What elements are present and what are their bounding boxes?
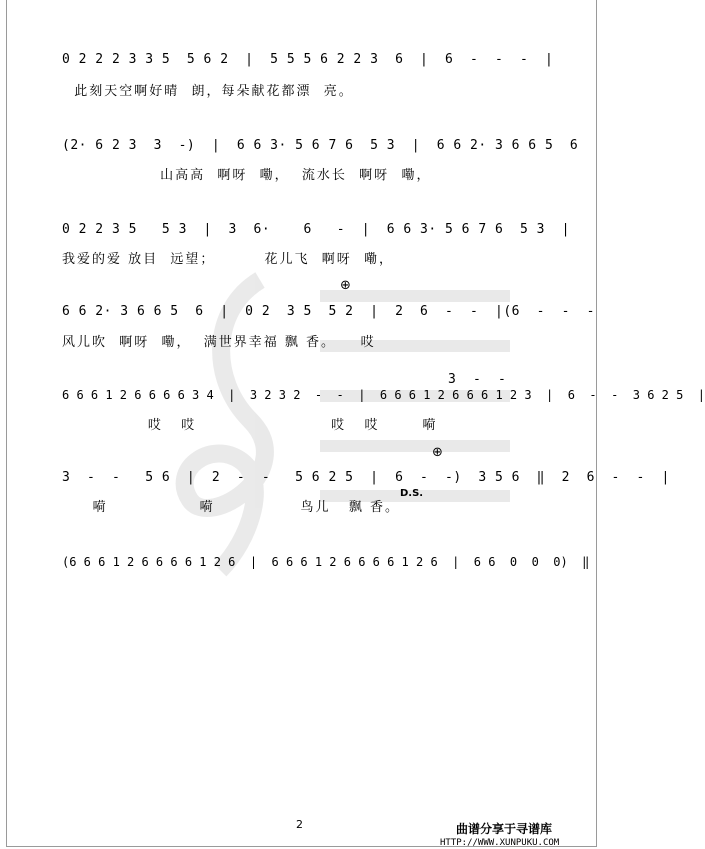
score-row-4-lyrics: 风儿吹 啊呀 嘞， 满世界幸福 飘 香。 哎 (62, 335, 376, 350)
score-row-5-notes: 6 6 6 1 2 6 6 6 6 3 4 | 3 2 3 2 - - | 6 6 6 1 2 6 6 6 1 2 3 | 6 - - 3 6 2 5 | (62, 388, 705, 402)
score-row-2-notes: (2· 6 2 3 3 -) | 6 6 3· 5 6 7 6 5 3 | 6 6 2· 3 6 6 5 6 (62, 138, 579, 153)
site-name: 曲谱分享于寻谱库 (456, 822, 553, 836)
score-row-3-notes: 0 2 2 3 5 5 3 | 3 6· 6 - | 6 6 3· 5 6 7 6 5 3 | (62, 222, 570, 237)
score-row-3-lyrics: 我爱的爱 放目 远望； 花儿飞 啊呀 嘞， (62, 252, 394, 267)
score-row-5-lyrics: 哎 哎 哎 哎 嗬 (62, 418, 438, 433)
coda-sign-2: ⊕ (432, 445, 443, 460)
ds-label: D.S. (400, 488, 424, 499)
coda-sign: ⊕ (340, 278, 351, 293)
site-url: HTTP://WWW.XUNPUKU.COM (440, 838, 560, 848)
score-row-6-lyrics: 嗬 嗬 鸟儿 飘 香。 (62, 500, 401, 515)
score-row-6-notes: 3 - - 5 6 | 2 - - 5 6 2 5 | 6 - -) 3 5 6 ‖ 2 6 - - | (62, 470, 670, 485)
score-row-5-extra: 3 - - (448, 372, 507, 387)
score-row-1-notes: 0 2 2 2 3 3 5 5 6 2 | 5 5 5 6 2 2 3 6 | 6 - - - | (62, 52, 554, 67)
score-row-4-notes: 6 6 2· 3 6 6 5 6 | 0 2 3 5 5 2 | 2 6 - - |(6 - - - (62, 304, 595, 319)
score-row-7-notes: (6 6 6 1 2 6 6 6 6 1 2 6 | 6 6 6 1 2 6 6 6 6 1 2 6 | 6 6 0 0 0) ‖ (62, 555, 590, 569)
page-number: 2 (296, 818, 303, 831)
score-row-2-lyrics: 山高高 啊呀 嘞， 流水长 啊呀 嘞， (62, 168, 432, 183)
score-row-1-lyrics: 此刻天空啊好晴 朗，每朵献花都漂 亮。 (62, 84, 354, 99)
